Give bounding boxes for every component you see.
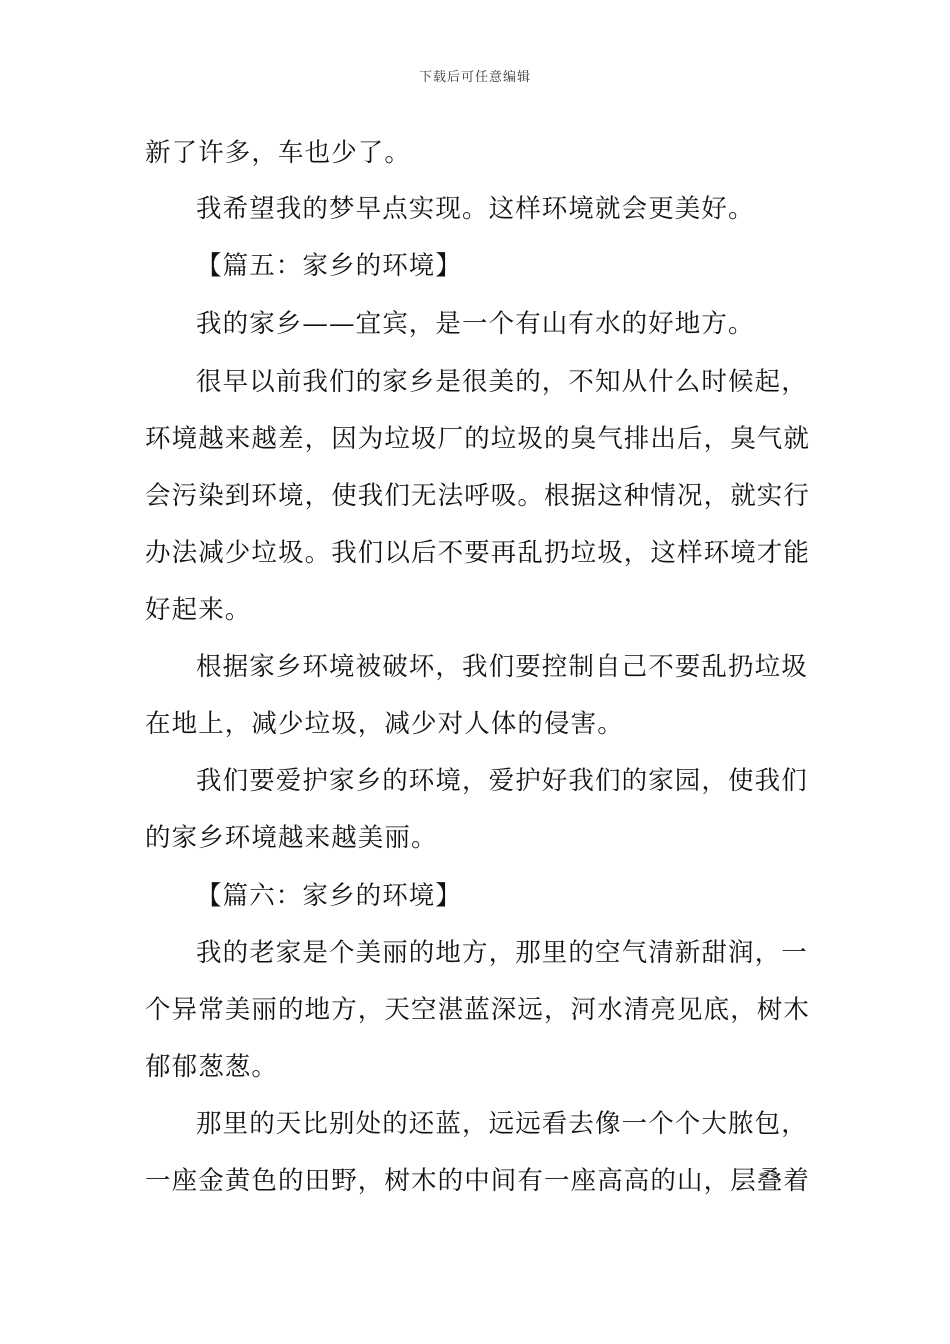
text-line: 好起来。 bbox=[145, 595, 252, 625]
section-heading: 【篇六：家乡的环境】 bbox=[196, 881, 463, 911]
text-line: 办法减少垃圾。我们以后不要再乱扔垃圾，这样环境才能 bbox=[145, 538, 811, 568]
text-line: 我希望我的梦早点实现。这样环境就会更美好。 bbox=[196, 194, 755, 224]
text-line: 一座金黄色的田野，树木的中间有一座高高的山，层叠着 bbox=[145, 1166, 811, 1196]
text-line: 环境越来越差，因为垃圾厂的垃圾的臭气排出后，臭气就 bbox=[145, 424, 811, 454]
text-line: 我们要爱护家乡的环境，爱护好我们的家园，使我们 bbox=[196, 766, 808, 796]
text-line: 我的老家是个美丽的地方，那里的空气清新甜润，一 bbox=[196, 938, 808, 968]
text-line: 会污染到环境，使我们无法呼吸。根据这种情况，就实行 bbox=[145, 481, 811, 511]
text-line: 根据家乡环境被破坏，我们要控制自己不要乱扔垃圾 bbox=[196, 652, 808, 682]
text-line: 郁郁葱葱。 bbox=[145, 1052, 279, 1082]
text-line: 个异常美丽的地方，天空湛蓝深远，河水清亮见底，树木 bbox=[145, 995, 811, 1025]
section-heading: 【篇五：家乡的环境】 bbox=[196, 251, 463, 281]
page-header: 下载后可任意编辑 bbox=[418, 70, 531, 85]
text-line: 在地上，减少垃圾，减少对人体的侵害。 bbox=[145, 709, 624, 739]
text-line: 新了许多，车也少了。 bbox=[145, 138, 412, 168]
text-line: 的家乡环境越来越美丽。 bbox=[145, 823, 438, 853]
text-line: 很早以前我们的家乡是很美的，不知从什么时候起， bbox=[196, 367, 808, 397]
text-line: 那里的天比别处的还蓝，远远看去像一个个大脓包， bbox=[196, 1109, 808, 1139]
text-line: 我的家乡——宜宾，是一个有山有水的好地方。 bbox=[196, 309, 755, 339]
